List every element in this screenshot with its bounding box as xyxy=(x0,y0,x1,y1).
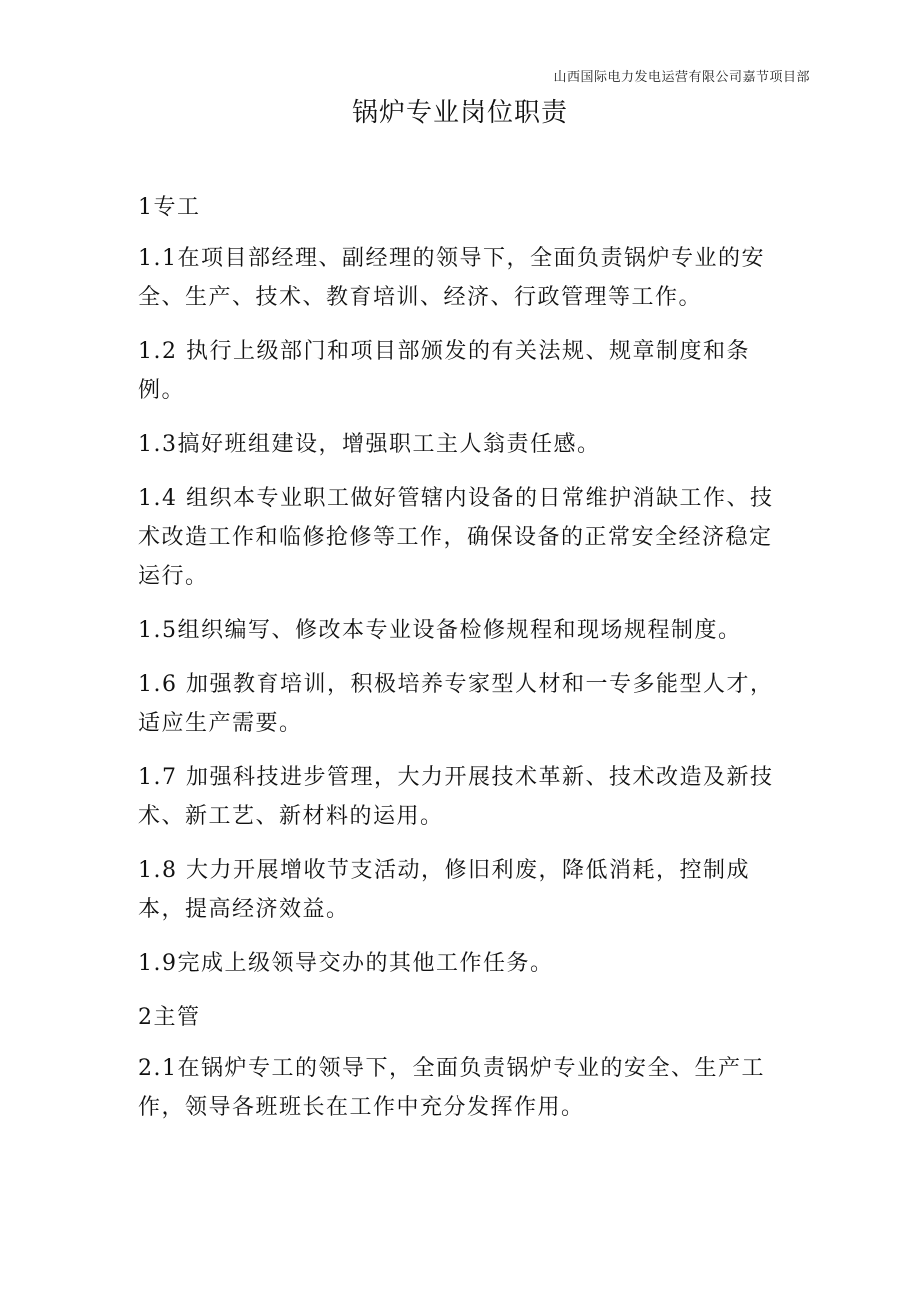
paragraph-1-7: 1.7 加强科技进步管理，大力开展技术革新、技术改造及新技术、新工艺、新材料的运用。 xyxy=(138,765,774,829)
paragraph-1-4: 1.4 组织本专业职工做好管辖内设备的日常维护消缺工作、技术改造工作和临修抢修等工作，确保设备的正常安全经济稳定运行。 xyxy=(138,486,774,589)
document-title: 锅炉专业岗位职责 xyxy=(351,98,568,128)
paragraph-1-8: 1.8 大力开展增收节支活动，修旧利废，降低消耗，控制成本，提高经济效益。 xyxy=(138,858,750,922)
paragraph-1-3: 1.3搞好班组建设，增强职工主人翁责任感。 xyxy=(138,432,601,457)
paragraph-1-9: 1.9完成上级领导交办的其他工作任务。 xyxy=(138,951,554,976)
document-body xyxy=(138,188,778,1142)
paragraph-1-1: 1.1在项目部经理、副经理的领导下，全面负责锅炉专业的安全、生产、技术、教育培训、经济、行政管理等工作。 xyxy=(138,246,765,310)
section-heading-2: 2主管 xyxy=(138,1005,201,1030)
paragraph-1-5: 1.5组织编写、修改本专业设备检修规程和现场规程制度。 xyxy=(138,618,742,643)
header-organization: 山西国际电力发电运营有限公司嘉节项目部 xyxy=(553,70,810,85)
paragraph-1-6: 1.6 加强教育培训，积极培养专家型人材和一专多能型人才，适应生产需要。 xyxy=(138,672,774,736)
paragraph-2-1: 2.1在锅炉专工的领导下，全面负责锅炉专业的安全、生产工作，领导各班班长在工作中充分发挥作用。 xyxy=(138,1056,765,1120)
section-heading-1: 1专工 xyxy=(138,195,201,220)
paragraph-1-2: 1.2 执行上级部门和项目部颁发的有关法规、规章制度和条例。 xyxy=(138,339,750,403)
